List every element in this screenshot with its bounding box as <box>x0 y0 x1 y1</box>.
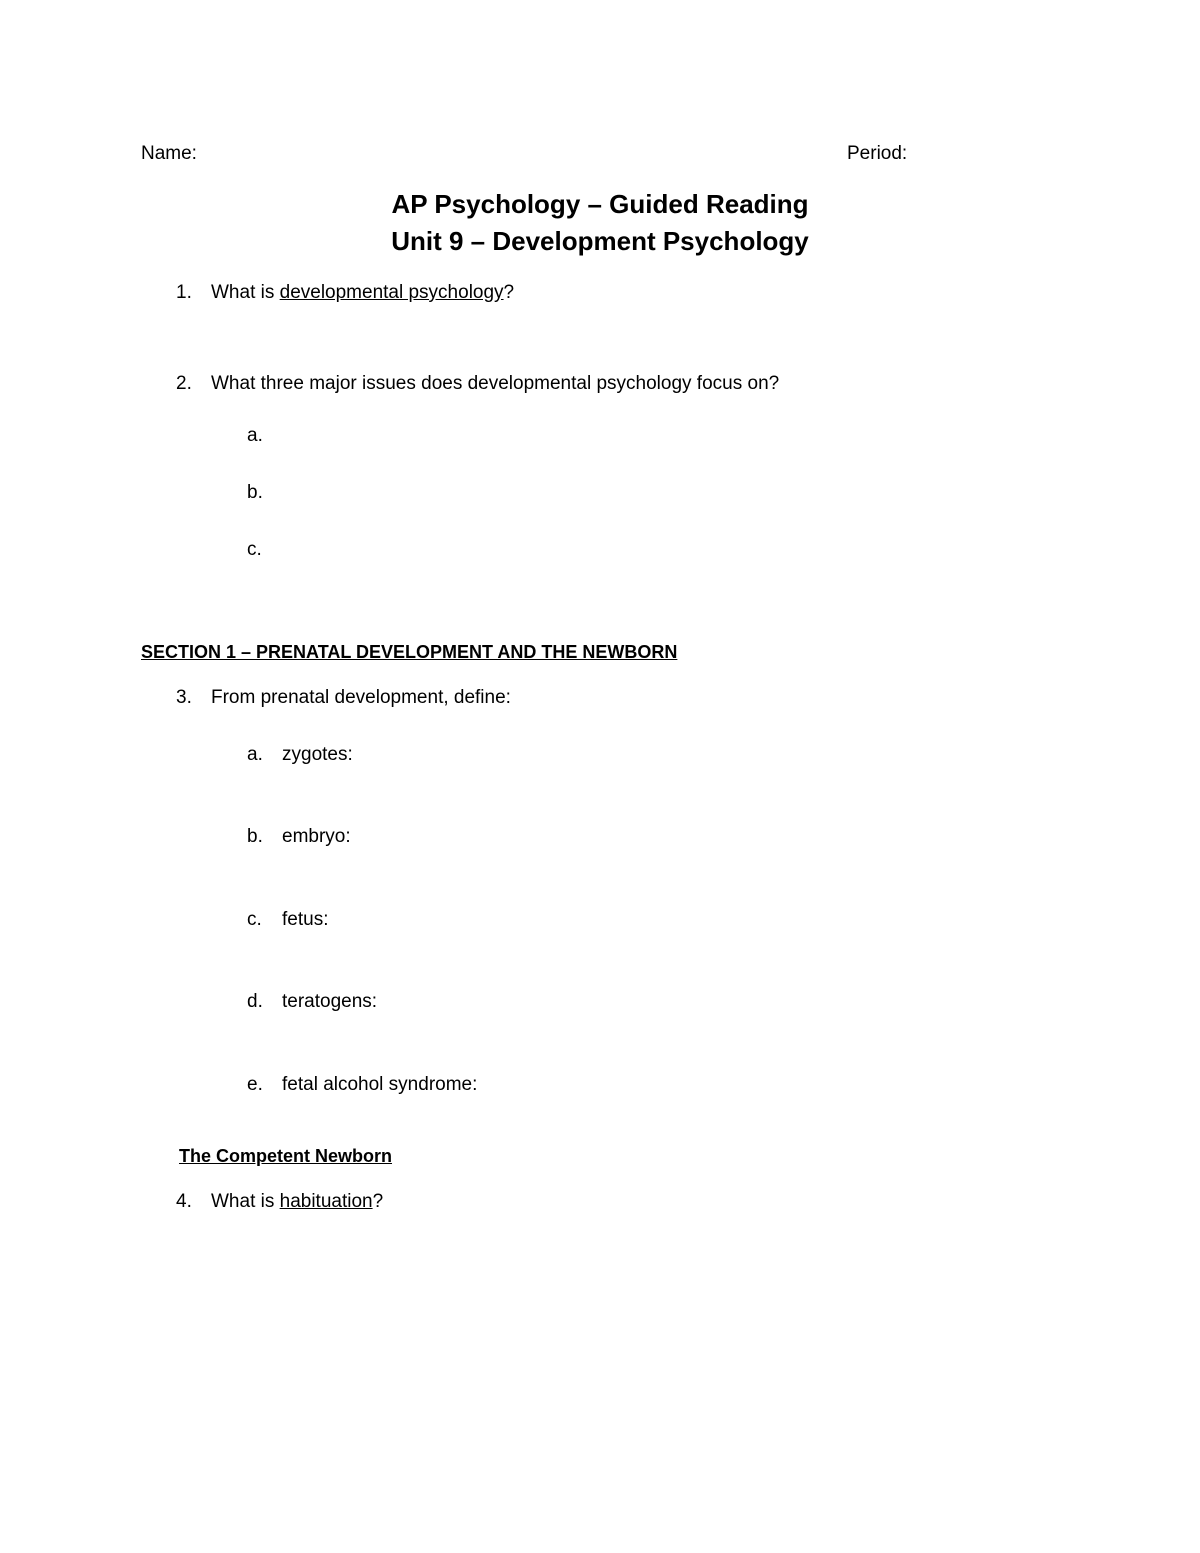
section-1-heading: SECTION 1 – PRENATAL DEVELOPMENT AND THE NEWBORN <box>141 642 678 662</box>
subsection-competent-newborn: The Competent Newborn <box>179 1146 393 1166</box>
question-4 <box>211 1191 383 1213</box>
question-3-item-c-letter: c. <box>247 909 262 930</box>
page-title: AP Psychology – Guided Reading <box>391 189 809 219</box>
question-1 <box>211 282 514 304</box>
question-3-item-c-text: fetus: <box>282 909 329 930</box>
question-4-number: 4. <box>176 1191 192 1212</box>
question-2-item-b: b. <box>247 482 263 503</box>
question-3-item-e-letter: e. <box>247 1074 263 1095</box>
question-2-item-c: c. <box>247 539 262 560</box>
question-3-item-d-text: teratogens: <box>282 991 378 1012</box>
question-2-text: What three major issues does developmental psychology focus on? <box>211 373 780 394</box>
question-4-suffix: ? <box>372 1191 384 1212</box>
question-3-item-e-text: fetal alcohol syndrome: <box>282 1074 478 1095</box>
question-3-text: From prenatal development, define: <box>211 687 511 708</box>
question-3-item-a-text: zygotes: <box>282 744 353 765</box>
question-1-term: developmental psychology <box>279 282 504 303</box>
period-label: Period: <box>847 143 908 164</box>
question-1-number: 1. <box>176 282 192 303</box>
question-2-item-a: a. <box>247 425 263 446</box>
page-subtitle: Unit 9 – Development Psychology <box>391 226 809 256</box>
question-2-number: 2. <box>176 373 192 394</box>
question-4-term: habituation <box>279 1191 373 1212</box>
question-3-item-d-letter: d. <box>247 991 263 1012</box>
question-1-suffix: ? <box>503 282 515 303</box>
question-3-item-a-letter: a. <box>247 744 263 765</box>
name-label: Name: <box>141 143 197 164</box>
question-4-prefix: What is <box>211 1191 280 1212</box>
question-1-prefix: What is <box>211 282 280 303</box>
question-3-item-b-letter: b. <box>247 826 263 847</box>
question-3-number: 3. <box>176 687 192 708</box>
question-3-item-b-text: embryo: <box>282 826 351 847</box>
